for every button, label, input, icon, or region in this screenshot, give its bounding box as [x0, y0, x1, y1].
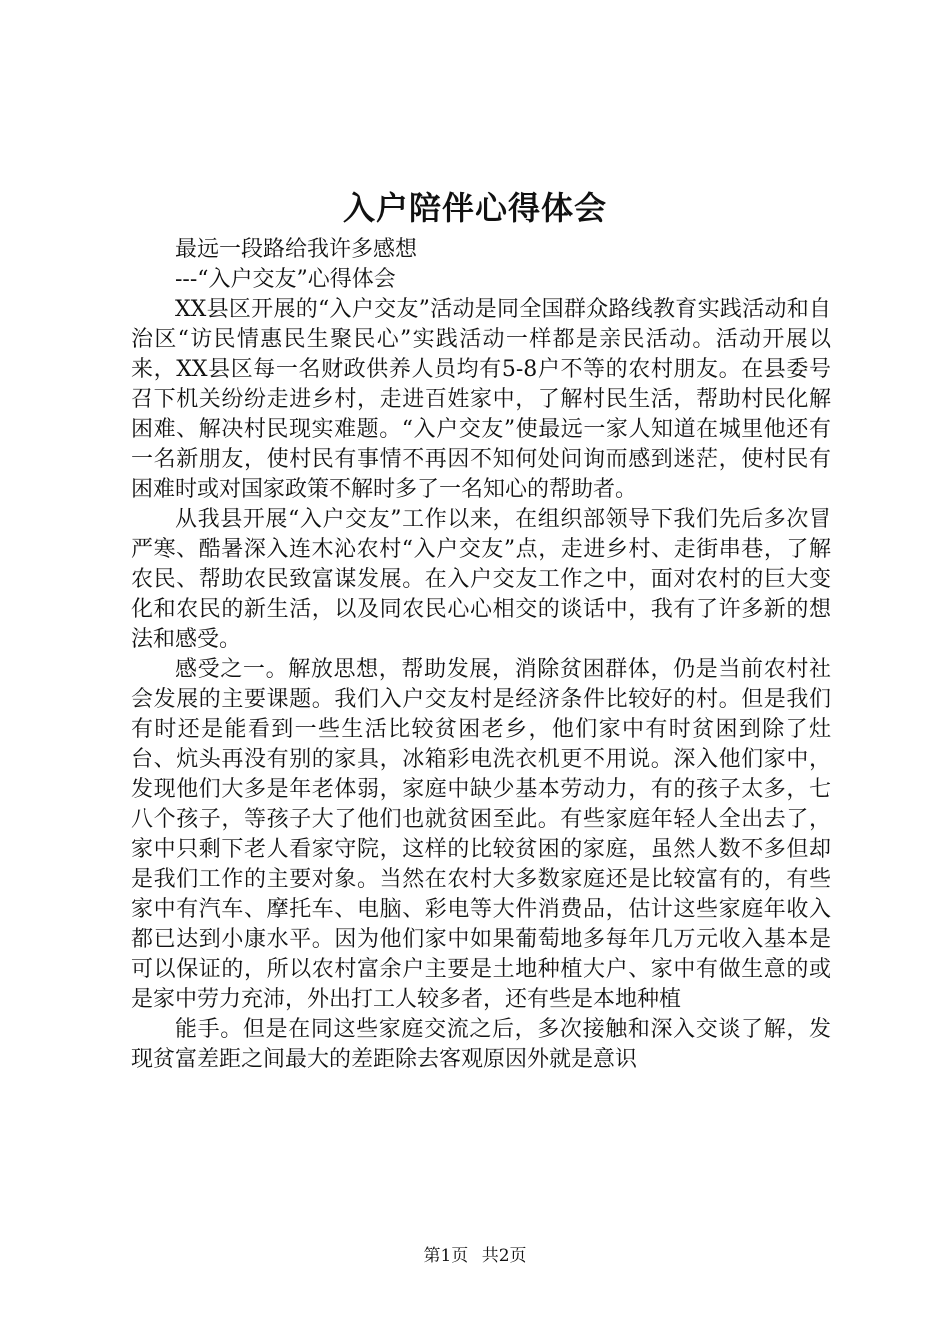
- subtitle-line-1: 最远一段路给我许多感想: [175, 237, 418, 262]
- paragraph-4: 能手。但是在同这些家庭交流之后，多次接触和深入交谈了解，发现贫富差距之间最大的差距除去客观原因外就是意识: [131, 1017, 831, 1072]
- subtitle-line-2: ---“入户交友”心得体会: [175, 267, 396, 292]
- page-total: 共2页: [481, 1246, 527, 1266]
- document-body: [131, 235, 831, 1075]
- page-footer: [0, 1244, 950, 1268]
- paragraph-2: 从我县开展“入户交友”工作以来，在组织部领导下我们先后多次冒严寒、酷暑深入连木沁农村“入户交友”点，走进乡村、走街串巷，了解农民、帮助农民致富谋发展。在入户交友工作之中，面对农村的巨大变化和农民的新生活，以及同农民心心相交的谈话中，我有了许多新的想法和感受。: [131, 507, 831, 652]
- paragraph-1: XX县区开展的“入户交友”活动是同全国群众路线教育实践活动和自治区“访民情惠民生聚民心”实践活动一样都是亲民活动。活动开展以来，XX县区每一名财政供养人员均有5-8户不等的农村朋友。在县委号召下机关纷纷走进乡村，走进百姓家中，了解村民生活，帮助村民化解困难、解决村民现实难题。“入户交友”使最远一家人知道在城里他还有一名新朋友，使村民有事情不再因不知何处问询而感到迷茫，使村民有困难时或对国家政策不解时多了一名知心的帮助者。: [131, 297, 831, 502]
- document-title: 入户陪伴心得体会: [342, 189, 607, 227]
- page-number: 第1页: [423, 1246, 469, 1266]
- paragraph-3: 感受之一。解放思想，帮助发展，消除贫困群体，仍是当前农村社会发展的主要课题。我们入户交友村是经济条件比较好的村。但是我们有时还是能看到一些生活比较贫困老乡，他们家中有时贫困到除了灶台、炕头再没有别的家具，冰箱彩电洗衣机更不用说。深入他们家中，发现他们大多是年老体弱，家庭中缺少基本劳动力，有的孩子太多，七八个孩子，等孩子大了他们也就贫困至此。有些家庭年轻人全出去了，家中只剩下老人看家守院，这样的比较贫困的家庭，虽然人数不多但却是我们工作的主要对象。当然在农村大多数家庭还是比较富有的，有些家中有汽车、摩托车、电脑、彩电等大件消费品，估计这些家庭年收入都已达到小康水平。因为他们家中如果葡萄地多每年几万元收入基本是可以保证的，所以农村富余户主要是土地种植大户、家中有做生意的或是家中劳力充沛，外出打工人较多者，还有些是本地种植: [131, 657, 831, 1012]
